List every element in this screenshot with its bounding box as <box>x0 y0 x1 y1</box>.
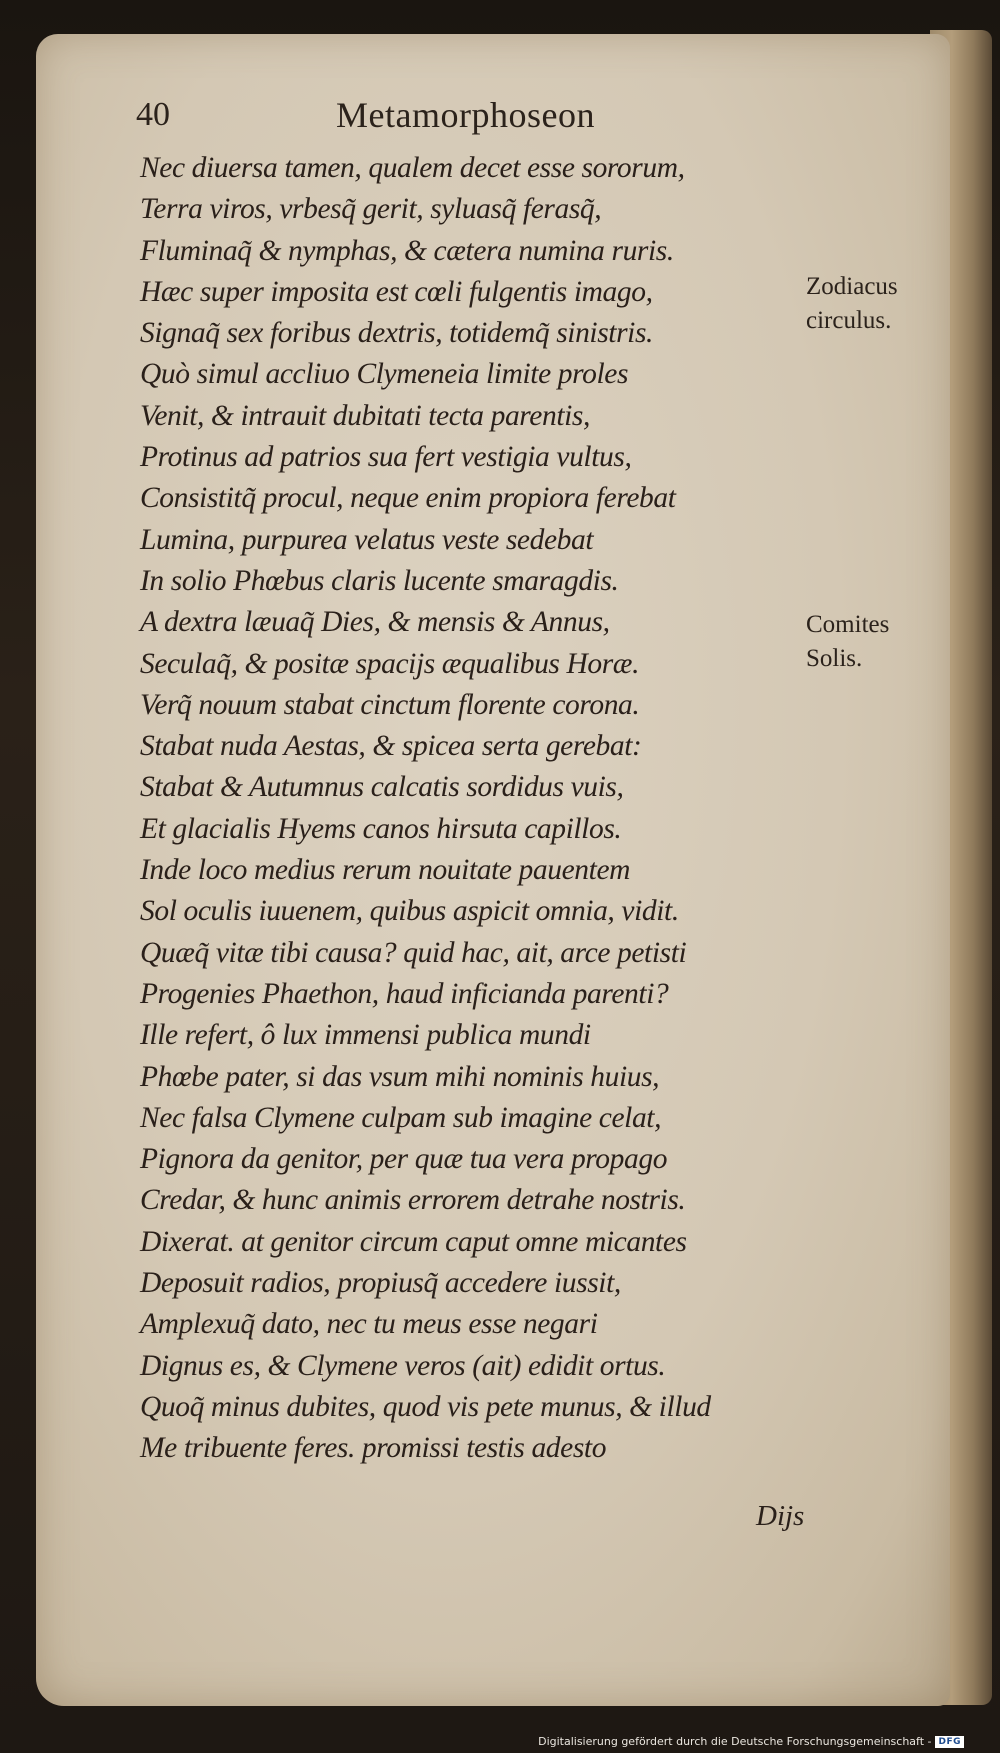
credit-text: Digitalisierung gefördert durch die Deutsche Forschungsgemeinschaft - <box>538 1735 932 1748</box>
verse-line: Protinus ad patrios sua fert vestigia vultus, <box>140 441 632 474</box>
sidenote-line: Solis. <box>806 645 863 672</box>
verse-line: Quæq̃ vitæ tibi causa? quid hac, ait, arce petisti <box>140 936 687 969</box>
verse-block <box>140 148 711 1470</box>
verse-line: Deposuit radios, propiusq̃ accedere iussit, <box>140 1267 621 1300</box>
digitization-credit <box>538 1735 964 1748</box>
verse-line: Phœbe pater, si das vsum mihi nominis huius, <box>140 1060 660 1093</box>
catchword: Dijs <box>756 1500 805 1532</box>
sidenote-comites <box>806 608 889 676</box>
page-number: 40 <box>136 96 170 133</box>
verse-line: Fluminaq̃ & nymphas, & cætera numina ruris. <box>140 234 674 267</box>
verse-line: Pignora da genitor, per quæ tua vera propago <box>140 1143 668 1176</box>
verse-line: Terra viros, vrbesq̃ gerit, syluasq̃ ferasq̃, <box>140 193 602 226</box>
verse-line: Nec falsa Clymene culpam sub imagine celat, <box>140 1101 662 1134</box>
verse-line: Progenies Phaethon, haud inficianda parenti? <box>140 977 669 1010</box>
verse-line: Stabat & Autumnus calcatis sordidus vuis, <box>140 771 624 804</box>
verse-line: In solio Phœbus claris lucente smaragdis. <box>140 564 619 597</box>
running-head: Metamorphoseon <box>336 95 595 135</box>
verse-line: Consistitq̃ procul, neque enim propiora ferebat <box>140 482 676 515</box>
verse-line: Amplexuq̃ dato, nec tu meus esse negari <box>140 1308 598 1341</box>
dfg-logo: DFG <box>935 1736 964 1748</box>
verse-line: Inde loco medius rerum nouitate pauentem <box>140 854 631 887</box>
verse-line: Stabat nuda Aestas, & spicea serta gerebat: <box>140 730 642 763</box>
verse-line: Dignus es, & Clymene veros (ait) edidit ortus. <box>140 1349 666 1382</box>
verse-line: Ille refert, ô lux immensi publica mundi <box>140 1019 591 1052</box>
verse-line: Dixerat. at genitor circum caput omne micantes <box>140 1225 687 1258</box>
verse-line: Nec diuersa tamen, qualem decet esse sororum, <box>140 152 685 184</box>
verse-line: Quoq̃ minus dubites, quod vis pete munus, & illud <box>140 1390 711 1423</box>
verse-line: Credar, & hunc animis errorem detrahe nostris. <box>140 1184 686 1217</box>
sidenote-line: Comites <box>806 611 890 638</box>
verse-line: Verq̃ nouum stabat cinctum florente corona. <box>140 688 640 721</box>
verse-line: Signaq̃ sex foribus dextris, totidemq̃ sinistris. <box>140 317 654 350</box>
verse-line: Hæc super imposita est cœli fulgentis imago, <box>140 275 653 308</box>
verse-line: Lumina, purpurea velatus veste sedebat <box>140 523 594 556</box>
verse-line: Me tribuente feres. promissi testis adesto <box>140 1432 607 1465</box>
verse-line: Seculaq̃, & positæ spacijs æqualibus Horæ. <box>140 647 640 680</box>
verse-line: A dextra læuaq̃ Dies, & mensis & Annus, <box>140 606 610 639</box>
verse-line: Et glacialis Hyems canos hirsuta capillos. <box>140 812 622 845</box>
verse-line: Quò simul accliuo Clymeneia limite proles <box>140 358 629 391</box>
verse-line: Sol oculis iuuenem, quibus aspicit omnia, vidit. <box>140 895 679 928</box>
verse-line: Venit, & intrauit dubitati tecta parentis, <box>140 399 590 432</box>
sidenote-line: circulus. <box>806 307 892 334</box>
sidenote-zodiacus <box>806 270 898 338</box>
sidenote-line: Zodiacus <box>806 273 898 300</box>
